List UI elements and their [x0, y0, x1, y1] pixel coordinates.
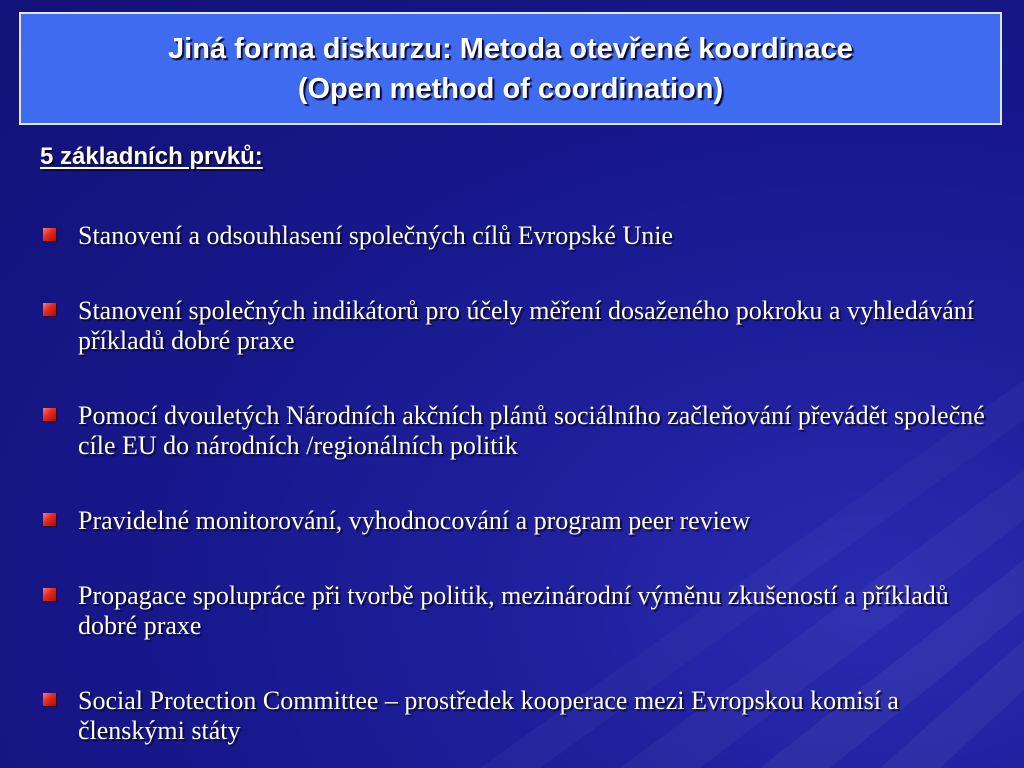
- slide-title-box: [19, 12, 1002, 125]
- bullet-text: Social Protection Committee – prostředek kooperace mezi Evropskou komisí a členskými státy: [78, 686, 899, 745]
- bullet-text: Pravidelné monitorování, vyhodnocování a program peer review: [78, 506, 751, 535]
- square-bullet-icon: [43, 228, 56, 241]
- square-bullet-icon: [43, 303, 56, 316]
- square-bullet-icon: [43, 588, 56, 601]
- section-subheading: 5 základních prvků:: [40, 143, 263, 170]
- slide-title-line-1: Jiná forma diskurzu: Metoda otevřené koordinace: [168, 32, 853, 65]
- bullet-text: Pomocí dvouletých Národních akčních plánů sociálního začleňování převádět společné cíle EU do národních /regionálních politik: [78, 401, 985, 460]
- bullet-text: Stanovení společných indikátorů pro účely měření dosaženého pokroku a vyhledávání příkladů dobré praxe: [78, 296, 975, 355]
- bullet-text: Propagace spolupráce při tvorbě politik, mezinárodní výměnu zkušeností a příkladů dobré praxe: [78, 581, 949, 640]
- square-bullet-icon: [43, 408, 56, 421]
- square-bullet-icon: [43, 513, 56, 526]
- bullet-text: Stanovení a odsouhlasení společných cílů Evropské Unie: [78, 221, 673, 250]
- square-bullet-icon: [43, 693, 56, 706]
- slide-title-line-2: (Open method of coordination): [297, 72, 724, 105]
